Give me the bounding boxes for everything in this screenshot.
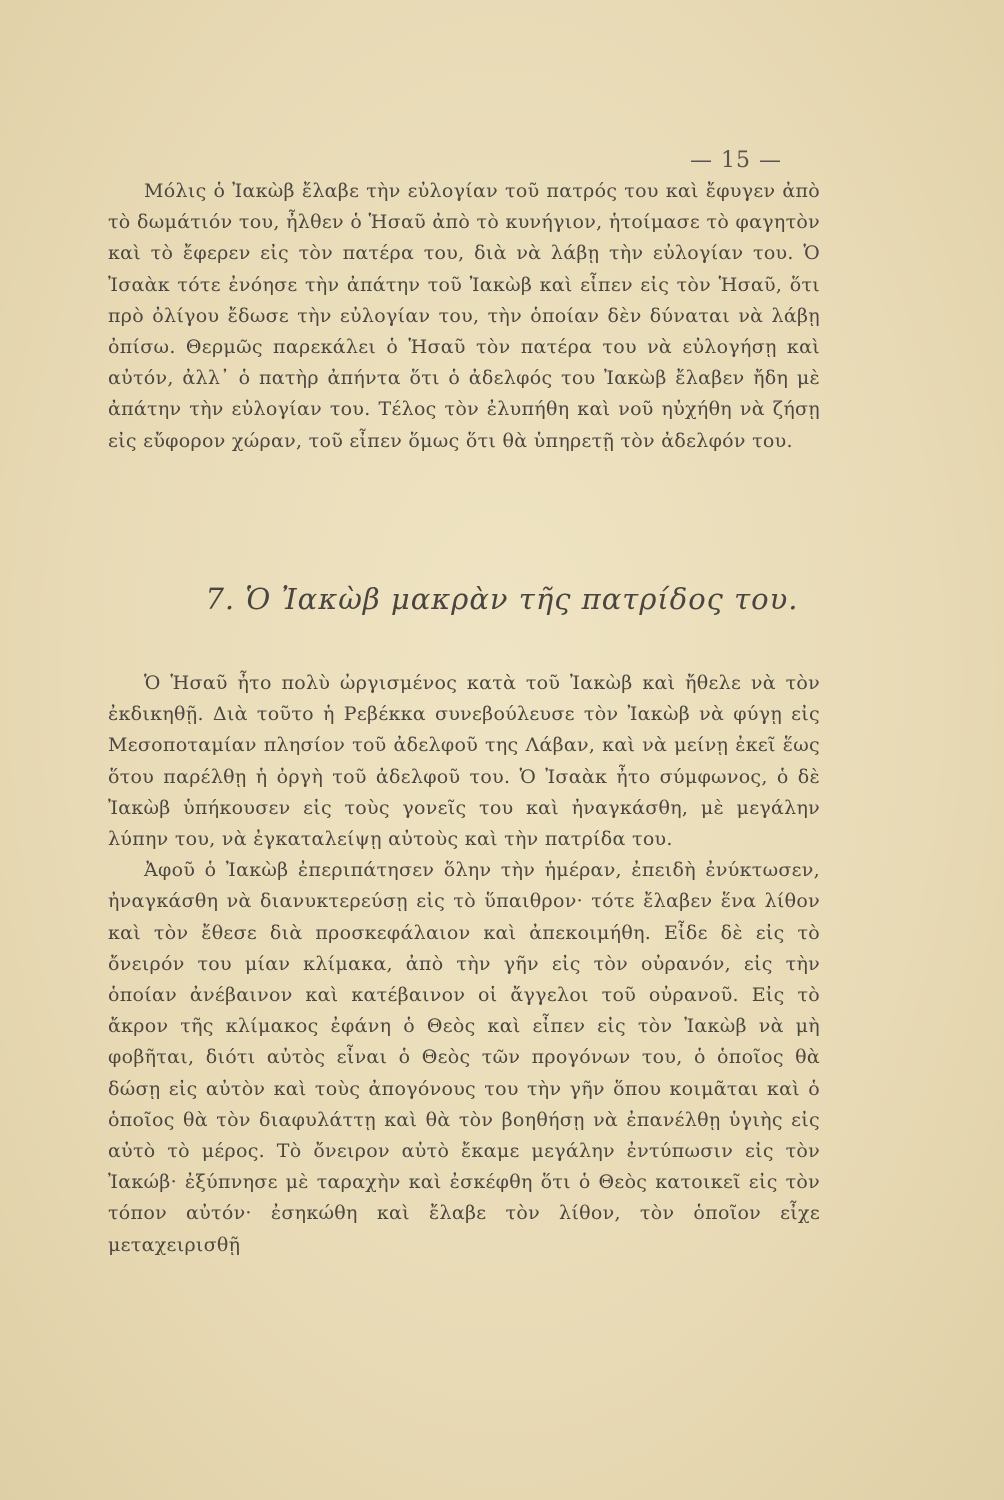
body-paragraph: Ὁ Ἡσαῦ ἦτο πολὺ ὠργισμένος κατὰ τοῦ Ἰακὼβ καὶ ἤθελε νὰ τὸν ἐκδικηθῇ. Διὰ τοῦτο ἡ Ρεβέκκα συνεβούλευσε τὸν Ἰακὼβ νὰ φύγῃ εἰς Μεσοποταμίαν πλησίον τοῦ ἀδελφοῦ της Λάβαν, καὶ νὰ μείνῃ ἐκεῖ ἕως ὅτου παρέλθῃ ἡ ὀργὴ τοῦ ἀδελφοῦ του. Ὁ Ἰσαὰκ ἦτο σύμφωνος, ὁ δὲ Ἰακὼβ ὑπήκουσεν εἰς τοὺς γονεῖς του καὶ ἠναγκάσθη, μὲ μεγάλην λύπην του, νὰ ἐγκαταλείψῃ αὐτοὺς καὶ τὴν πατρίδα του.: [108, 672, 820, 851]
section-heading: 7. Ὁ Ἰακὼβ μακρὰν τῆς πατρίδος του.: [205, 582, 799, 616]
body-paragraph: Ἀφοῦ ὁ Ἰακὼβ ἐπεριπάτησεν ὅλην τὴν ἡμέραν, ἐπειδὴ ἐνύκτωσεν, ἠναγκάσθη νὰ διανυκτερεύσῃ εἰς τὸ ὕπαιθρον· τότε ἔλαβεν ἕνα λίθον καὶ τὸν ἔθεσε διὰ προσκεφάλαιον καὶ ἀπεκοιμήθη. Εἶδε δὲ εἰς τὸ ὄνειρόν του μίαν κλίμακα, ἀπὸ τὴν γῆν εἰς τὸν οὐρανόν, εἰς τὴν ὁποίαν ἀνέβαινον καὶ κατέβαινον οἱ ἄγγελοι τοῦ οὐρανοῦ. Εἰς τὸ ἄκρον τῆς κλίμακος ἐφάνη ὁ Θεὸς καὶ εἶπεν εἰς τὸν Ἰακὼβ νὰ μὴ φοβῆται, διότι αὐτὸς εἶναι ὁ Θεὸς τῶν προγόνων του, ὁ ὁποῖος θὰ δώσῃ εἰς αὐτὸν καὶ τοὺς ἀπογόνους του τὴν γῆν ὅπου κοιμᾶται καὶ ὁ ὁποῖος θὰ τὸν διαφυλάττῃ καὶ θὰ τὸν βοηθήσῃ νὰ ἐπανέλθῃ ὑγιὴς εἰς αὐτὸ τὸ μέρος. Τὸ ὄνειρον αὐτὸ ἔκαμε μεγάλην ἐντύπωσιν εἰς τὸν Ἰακώβ· ἐξύπνησε μὲ ταραχὴν καὶ ἐσκέφθη ὅτι ὁ Θεὸς κατοικεῖ εἰς τὸν τόπον αὐτόν· ἐσηκώθη καὶ ἔλαβε τὸν λίθον, τὸν ὁποῖον εἶχε μεταχειρισθῇ: [108, 859, 820, 1256]
section-text-block: [108, 668, 820, 1261]
body-paragraph: Μόλις ὁ Ἰακὼβ ἔλαβε τὴν εὐλογίαν τοῦ πατρός του καὶ ἔφυγεν ἀπὸ τὸ δωμάτιόν του, ἦλθεν ὁ Ἡσαῦ ἀπὸ τὸ κυνήγιον, ἡτοίμασε τὸ φαγητὸν καὶ τὸ ἔφερεν εἰς τὸν πατέρα του, διὰ νὰ λάβῃ τὴν εὐλογίαν του. Ὁ Ἰσαὰκ τότε ἐνόησε τὴν ἀπάτην τοῦ Ἰακὼβ καὶ εἶπεν εἰς τὸν Ἡσαῦ, ὅτι πρὸ ὀλίγου ἔδωσε τὴν εὐλογίαν του, τὴν ὁποίαν δὲν δύναται νὰ λάβῃ ὀπίσω. Θερμῶς παρεκάλει ὁ Ἡσαῦ τὸν πατέρα του νὰ εὐλογήσῃ καὶ αὐτόν, ἀλλ᾽ ὁ πατὴρ ἀπήντα ὅτι ὁ ἀδελφός του Ἰακὼβ ἔλαβεν ἤδη μὲ ἀπάτην τὴν εὐλογίαν του. Τέλος τὸν ἐλυπήθη καὶ νοῦ ηὐχήθη νὰ ζήσῃ εἰς εὔφορον χώραν, τοῦ εἶπεν ὅμως ὅτι θὰ ὑπηρετῇ τὸν ἀδελφόν του.: [108, 180, 820, 452]
page-number: — 15 —: [690, 148, 782, 173]
intro-text-block: [108, 176, 820, 457]
